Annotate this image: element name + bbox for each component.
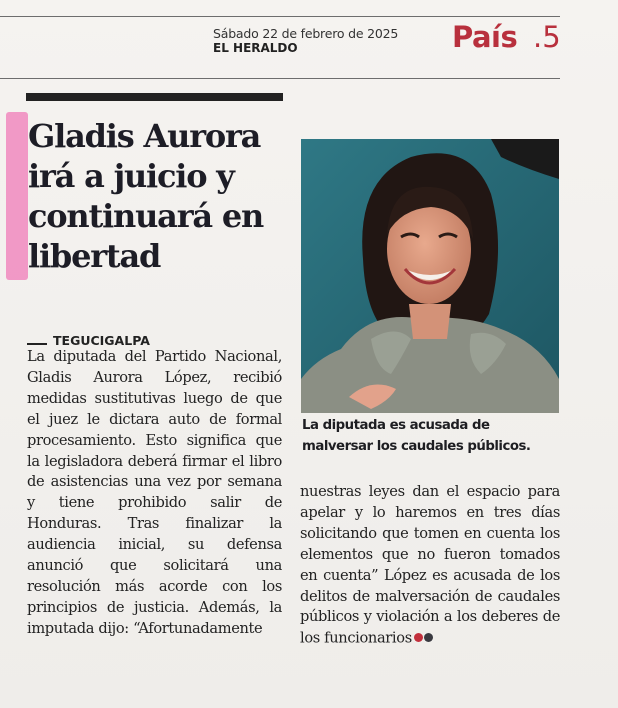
body-paragraph-2-text: nuestras leyes dan el espacio para apelar y lo haremos en tres días solicitando que tomen en cuenta los elementos que no fueron tomados en cuenta” López es acusada de los delitos de malversación de caudales públicos y violación a los deberes de los funcionarios xyxy=(300,483,560,647)
end-dot-dark xyxy=(424,633,433,642)
photo-caption: La diputada es acusada de malversar los caudales públicos. xyxy=(302,418,531,454)
header-section: País xyxy=(452,20,518,54)
body-paragraph-2 xyxy=(300,482,560,650)
end-dot-red xyxy=(414,633,423,642)
header-date: Sábado 22 de febrero de 2025 xyxy=(213,26,399,41)
highlighter-mark xyxy=(6,112,28,280)
end-mark-icon xyxy=(414,628,434,649)
header-top-rule xyxy=(0,16,560,17)
body-paragraph-1: La diputada del Partido Nacional, Gladis Aurora López, recibió medidas sustitutivas luego de que el juez le dictara auto de formal procesamiento. Esto significa que la legisladora deberá firmar el libro de asistencias una vez por semana y tiene prohibido salir de Honduras. Tras finalizar la audiencia inicial, su defensa anunció que solicitará una resolución más acorde con los principios de justicia. Además, la imputada dijo: “Afortunadamente xyxy=(27,348,282,637)
header-page-number: .5 xyxy=(533,20,561,54)
portrait-image xyxy=(301,139,559,413)
body-column-1 xyxy=(27,347,282,640)
article-photo xyxy=(301,139,559,413)
dateline: TEGUCIGALPA xyxy=(53,333,150,348)
header-publication: EL HERALDO xyxy=(213,41,298,55)
header-bottom-rule xyxy=(0,78,560,79)
headline: Gladis Aurora irá a juicio y continuará en libertad xyxy=(28,117,264,275)
kicker-bar xyxy=(26,93,283,101)
dateline-rule xyxy=(27,343,47,345)
body-column-2 xyxy=(300,482,560,650)
